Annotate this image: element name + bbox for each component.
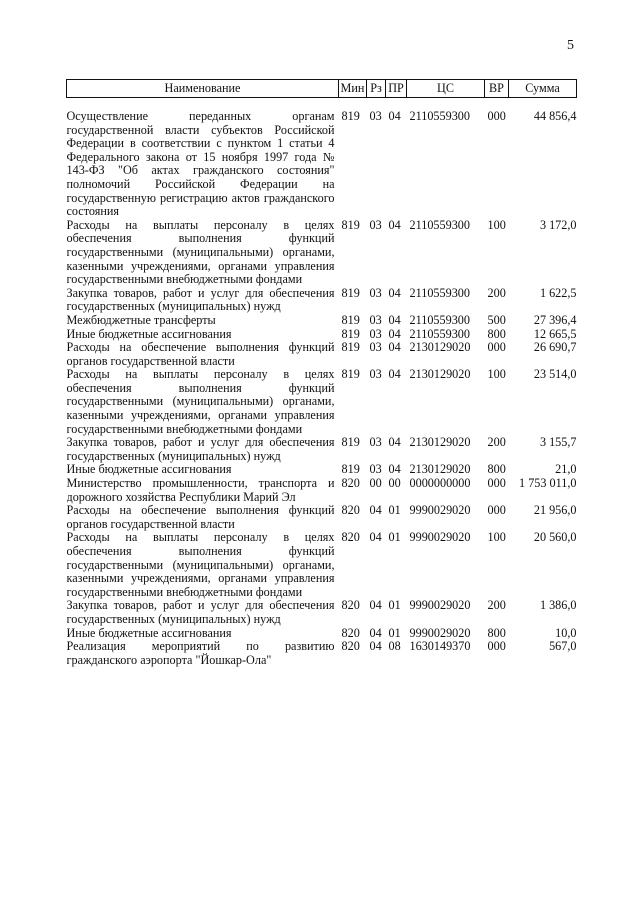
- row-name: Иные бюджетные ассигнования: [66, 327, 232, 341]
- row-rz: 04: [369, 504, 382, 518]
- row-rz: 03: [369, 313, 382, 327]
- row-pr: 04: [388, 463, 401, 477]
- header-rz: Рз: [367, 80, 386, 98]
- row-rz: 00: [369, 477, 382, 491]
- row-vr: 000: [487, 504, 506, 518]
- row-rz: 03: [369, 341, 382, 355]
- header-pr: ПР: [386, 80, 407, 98]
- table-row: [67, 314, 577, 328]
- row-pr: 04: [388, 436, 401, 450]
- row-sum: 3 155,7: [539, 436, 577, 450]
- row-sum: 567,0: [549, 640, 577, 654]
- row-sum: 3 172,0: [539, 218, 577, 232]
- row-vr: 200: [487, 286, 506, 300]
- row-min: 820: [341, 640, 360, 654]
- row-min: 820: [341, 531, 360, 545]
- row-pr: 04: [388, 286, 401, 300]
- row-vr: 200: [487, 436, 506, 450]
- row-name: Межбюджетные трансферты: [66, 313, 216, 327]
- row-name: Расходы на выплаты персоналу в целях обеспечения выполнения функций государственными (муниципальными) органами, казенными учреждениями, органами управления государственными внебюджетными фондами: [66, 368, 335, 436]
- row-name: Закупка товаров, работ и услуг для обеспечения государственных (муниципальных) нужд: [66, 436, 335, 463]
- table-row: [67, 436, 577, 463]
- row-pr: 04: [388, 327, 401, 341]
- row-min: 820: [341, 599, 360, 613]
- row-rz: 03: [369, 286, 382, 300]
- row-name: Расходы на обеспечение выполнения функций органов государственной власти: [66, 504, 335, 531]
- table-row: [67, 627, 577, 641]
- row-sum: 20 560,0: [533, 531, 577, 545]
- row-min: 819: [341, 313, 360, 327]
- row-vr: 200: [487, 599, 506, 613]
- row-min: 819: [341, 327, 360, 341]
- row-sum: 1 386,0: [539, 599, 577, 613]
- row-pr: 04: [388, 109, 401, 123]
- row-vr: 100: [487, 531, 506, 545]
- row-sum: 12 665,5: [533, 327, 577, 341]
- row-name: Закупка товаров, работ и услуг для обеспечения государственных (муниципальных) нужд: [66, 286, 335, 314]
- row-cs: 2110559300: [409, 327, 470, 341]
- row-name: Закупка товаров, работ и услуг для обеспечения государственных (муниципальных) нужд: [66, 599, 335, 626]
- row-cs: 9990029020: [409, 626, 471, 640]
- row-cs: 1630149370: [409, 640, 471, 654]
- row-vr: 500: [487, 313, 506, 327]
- row-cs: 9990029020: [409, 599, 471, 613]
- header-vr: ВР: [485, 80, 509, 98]
- table-row: [67, 531, 577, 599]
- row-vr: 000: [487, 341, 506, 355]
- row-vr: 800: [487, 463, 506, 477]
- table-row: [67, 368, 577, 436]
- row-pr: 00: [388, 477, 401, 491]
- row-vr: 800: [487, 626, 506, 640]
- row-rz: 04: [369, 531, 382, 545]
- table-row: [67, 463, 577, 477]
- row-min: 820: [341, 504, 360, 518]
- row-min: 819: [341, 436, 360, 450]
- row-min: 820: [341, 477, 360, 491]
- row-cs: 9990029020: [409, 531, 471, 545]
- row-name: Расходы на обеспечение выполнения функций органов государственной власти: [66, 341, 335, 368]
- table-row: [67, 341, 577, 368]
- row-pr: 04: [388, 218, 401, 232]
- row-sum: 10,0: [555, 626, 577, 640]
- row-pr: 01: [388, 626, 401, 640]
- row-cs: 2110559300: [409, 286, 470, 300]
- row-cs: 2130129020: [409, 436, 471, 450]
- row-min: 819: [341, 341, 360, 355]
- row-pr: 01: [388, 504, 401, 518]
- row-rz: 03: [369, 463, 382, 477]
- row-vr: 000: [487, 640, 506, 654]
- row-name: Расходы на выплаты персоналу в целях обеспечения выполнения функций государственными (муниципальными) органами, казенными учреждениями, органами управления государственными внебюджетными фондами: [66, 218, 335, 287]
- row-min: 819: [341, 286, 360, 300]
- row-min: 819: [341, 463, 360, 477]
- table-row: [67, 599, 577, 626]
- row-pr: 04: [388, 341, 401, 355]
- table-row: [67, 504, 577, 531]
- row-cs: 9990029020: [409, 504, 471, 518]
- row-vr: 000: [487, 477, 506, 491]
- row-sum: 44 856,4: [533, 109, 577, 123]
- row-pr: 04: [388, 368, 401, 382]
- row-vr: 100: [487, 368, 506, 382]
- row-rz: 03: [369, 218, 382, 232]
- row-name: Осуществление переданных органам государственной власти субъектов Российской Федерации в соответствии с пунктом 1 статьи 4 Федерального закона от 15 ноября 1997 года № 143-ФЗ "Об актах гражданского состояния" полномочий Российской Федерации на государственную регистрацию актов гражданского состояния: [66, 109, 335, 219]
- page-number: 5: [567, 38, 574, 53]
- row-min: 819: [341, 109, 360, 123]
- row-name: Расходы на выплаты персоналу в целях обеспечения выполнения функций государственными (муниципальными) органами, казенными учреждениями, органами управления государственными внебюджетными фондами: [66, 531, 335, 599]
- row-rz: 03: [369, 109, 382, 123]
- row-sum: 1 753 011,0: [519, 477, 577, 491]
- table-row: [67, 98, 577, 219]
- row-cs: 0000000000: [409, 477, 471, 491]
- row-name: Реализация мероприятий по развитию гражданского аэропорта "Йошкар-Ола": [66, 640, 335, 667]
- row-vr: 100: [487, 218, 506, 232]
- budget-table: [66, 79, 577, 667]
- row-min: 819: [341, 368, 360, 382]
- header-cs: ЦС: [407, 80, 485, 98]
- row-sum: 23 514,0: [533, 368, 577, 382]
- row-rz: 04: [369, 640, 382, 654]
- row-pr: 01: [388, 531, 401, 545]
- header-name: Наименование: [67, 80, 339, 98]
- row-sum: 26 690,7: [533, 341, 577, 355]
- table-row: [67, 640, 577, 667]
- row-pr: 01: [388, 599, 401, 613]
- table-row: [67, 328, 577, 342]
- row-rz: 03: [369, 327, 382, 341]
- table-header: [67, 80, 577, 98]
- table-row: [67, 287, 577, 314]
- row-sum: 21 956,0: [533, 504, 577, 518]
- row-min: 820: [341, 626, 360, 640]
- row-cs: 2130129020: [409, 341, 471, 355]
- row-rz: 03: [369, 436, 382, 450]
- row-rz: 03: [369, 368, 382, 382]
- row-sum: 27 396,4: [533, 313, 577, 327]
- row-pr: 08: [388, 640, 401, 654]
- row-pr: 04: [388, 313, 401, 327]
- row-cs: 2110559300: [409, 218, 470, 232]
- row-vr: 800: [487, 327, 506, 341]
- row-name: Министерство промышленности, транспорта и дорожного хозяйства Республики Марий Эл: [66, 477, 335, 504]
- row-vr: 000: [487, 109, 506, 123]
- row-rz: 04: [369, 599, 382, 613]
- row-cs: 2130129020: [409, 463, 471, 477]
- row-cs: 2110559300: [409, 109, 470, 123]
- row-min: 819: [341, 218, 360, 232]
- table-row: [67, 219, 577, 287]
- header-min: Мин: [339, 80, 367, 98]
- row-sum: 21,0: [555, 463, 577, 477]
- row-sum: 1 622,5: [539, 286, 577, 300]
- row-cs: 2130129020: [409, 368, 471, 382]
- row-name: Иные бюджетные ассигнования: [66, 463, 232, 477]
- table-row: [67, 477, 577, 504]
- row-rz: 04: [369, 626, 382, 640]
- row-name: Иные бюджетные ассигнования: [66, 626, 232, 640]
- header-sum: Сумма: [509, 80, 577, 98]
- row-cs: 2110559300: [409, 313, 470, 327]
- table-body: [67, 98, 577, 668]
